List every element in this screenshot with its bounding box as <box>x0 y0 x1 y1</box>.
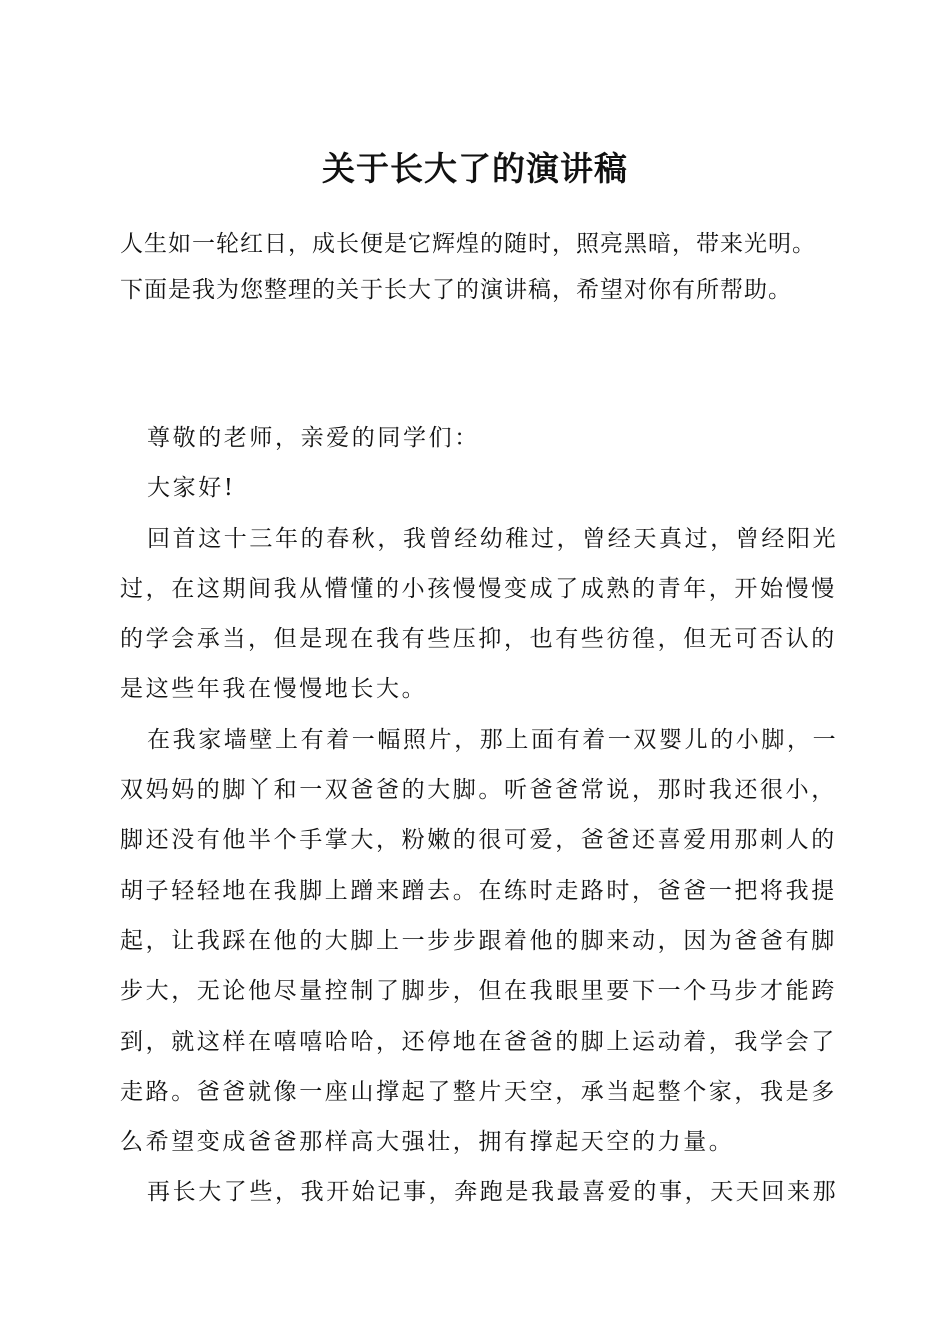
body-line: 过，在这期间我从懵懂的小孩慢慢变成了成熟的青年，开始慢慢 <box>120 575 837 602</box>
body-line: 双妈妈的脚丫和一双爸爸的大脚。听爸爸常说，那时我还很小， <box>120 777 837 804</box>
body-line: 的学会承当，但是现在我有些压抑，也有些彷徨，但无可否认的 <box>120 626 837 653</box>
body-line: 走路。爸爸就像一座山撑起了整片天空，承当起整个家，我是多 <box>120 1078 837 1105</box>
body-line: 脚还没有他半个手掌大，粉嫩的很可爱，爸爸还喜爱用那刺人的 <box>120 827 837 854</box>
intro-line: 人生如一轮红日，成长便是它辉煌的随时，照亮黑暗，带来光明。 <box>120 231 816 257</box>
body-line: 到，就这样在嘻嘻哈哈，还停地在爸爸的脚上运动着，我学会了 <box>120 1028 837 1055</box>
intro-line: 下面是我为您整理的关于长大了的演讲稿，希望对你有所帮助。 <box>120 277 792 303</box>
body-line: 回首这十三年的春秋，我曾经幼稚过，曾经天真过，曾经阳光 <box>147 525 839 552</box>
body-line: 步大，无论他尽量控制了脚步，但在我眼里要下一个马步才能跨 <box>120 978 837 1005</box>
body-line: 胡子轻轻地在我脚上蹭来蹭去。在练时走路时，爸爸一把将我提 <box>120 877 837 904</box>
body-line: 在我家墙壁上有着一幅照片，那上面有着一双婴儿的小脚，一 <box>147 726 839 753</box>
body-line: 么希望变成爸爸那样高大强壮，拥有撑起天空的力量。 <box>120 1129 735 1156</box>
body-line: 是这些年我在慢慢地长大。 <box>120 676 428 703</box>
salutation-line: 尊敬的老师，亲爱的同学们： <box>147 425 480 451</box>
intro-paragraph <box>120 221 860 313</box>
body-line: 再长大了些，我开始记事，奔跑是我最喜爱的事，天天回来那 <box>147 1179 839 1206</box>
greeting-line: 大家好! <box>147 475 236 502</box>
speech-body <box>120 413 840 1218</box>
body-line: 起，让我踩在他的大脚上一步步跟着他的脚来动，因为爸爸有脚 <box>120 927 837 954</box>
document-title: 关于长大了的演讲稿 <box>322 149 628 188</box>
